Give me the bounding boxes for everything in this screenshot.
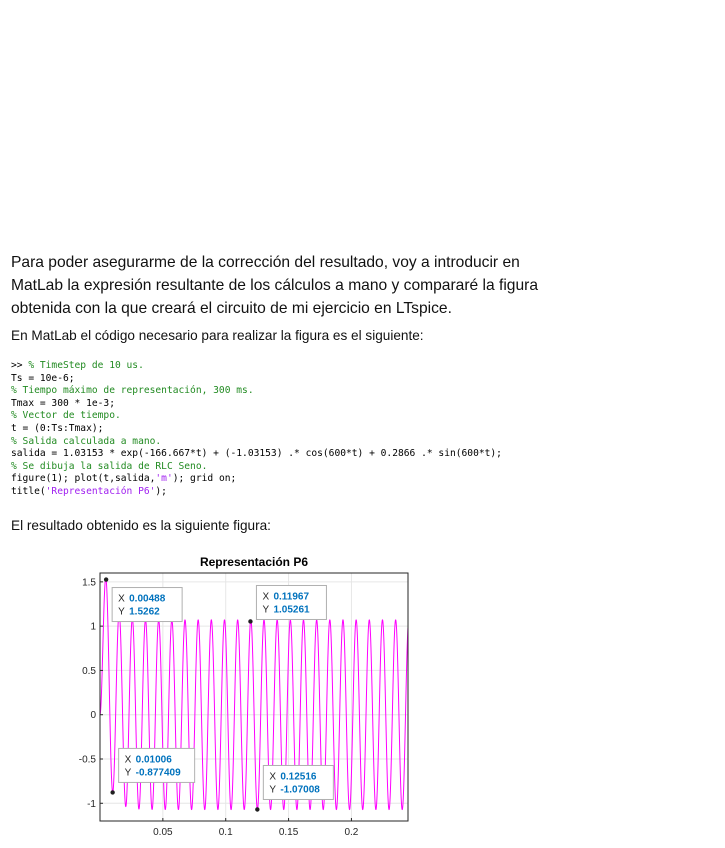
datatip-y-label: Y bbox=[118, 606, 125, 618]
code-line-9: % Se dibuja la salida de RLC Seno. bbox=[11, 460, 208, 472]
datatip-marker bbox=[248, 619, 252, 623]
y-tick-label: 1 bbox=[90, 621, 96, 633]
y-tick-label: 0 bbox=[90, 710, 96, 722]
datatip-marker bbox=[104, 577, 108, 581]
x-tick-label: 0.1 bbox=[218, 827, 233, 838]
code-segment: ); bbox=[155, 485, 167, 497]
datatip-y-value: -1.07008 bbox=[280, 784, 320, 796]
code-line-11 bbox=[11, 486, 502, 499]
code-segment: ); grid on; bbox=[172, 473, 237, 485]
datatip-x-value: 0.00488 bbox=[129, 593, 166, 605]
code-line-10 bbox=[11, 473, 502, 486]
code-segment: figure(1); plot(t,salida, bbox=[11, 473, 156, 485]
datatip-marker bbox=[255, 807, 259, 811]
code-segment: title( bbox=[11, 485, 46, 497]
y-tick-label: 1.5 bbox=[82, 577, 96, 589]
datatip-x-label: X bbox=[269, 771, 277, 783]
datatip-x-label: X bbox=[262, 591, 270, 603]
datatip-marker bbox=[110, 790, 114, 794]
matlab-figure bbox=[70, 545, 415, 845]
datatip-x-value: 0.12516 bbox=[280, 771, 317, 783]
code-line-6: t = (0:Ts:Tmax); bbox=[11, 422, 104, 434]
code-string: 'm' bbox=[155, 473, 173, 485]
code-prompt: >> bbox=[11, 360, 29, 371]
code-line-8: salida = 1.03153 * exp(-166.667*t) + (-1.03153) .* cos(600*t) + 0.2866 .* sin(600*t); bbox=[11, 448, 502, 460]
paragraph-line-3: obtenida con la que creará el circuito de mi ejercicio en LTspice. bbox=[11, 300, 452, 317]
code-line-2: Ts = 10e-6; bbox=[11, 372, 75, 384]
code-line-3: % Tiempo máximo de representación, 300 ms. bbox=[11, 385, 254, 397]
paragraph-line-2: MatLab la expresión resultante de los cálculos a mano y compararé la figura bbox=[11, 277, 539, 294]
paragraph-line-1: Para poder asegurarme de la corrección del resultado, voy a introducir en bbox=[11, 254, 520, 271]
y-tick-label: 0.5 bbox=[82, 665, 96, 677]
x-tick-label: 0.15 bbox=[278, 827, 299, 838]
result-text: El resultado obtenido es la siguiente figura: bbox=[11, 518, 271, 533]
code-comment: % TimeStep de 10 us. bbox=[28, 360, 144, 371]
datatip-x-value: 0.11967 bbox=[273, 591, 310, 603]
y-tick-label: -0.5 bbox=[78, 754, 96, 766]
intro-paragraph bbox=[11, 251, 611, 320]
x-tick-label: 0.05 bbox=[153, 827, 173, 838]
y-tick-label: -1 bbox=[87, 798, 96, 810]
code-line-1 bbox=[11, 360, 502, 373]
datatip-y-value: -0.877409 bbox=[135, 767, 181, 779]
code-line-5: % Vector de tiempo. bbox=[11, 410, 121, 422]
matlab-code-block bbox=[11, 360, 502, 499]
datatip-x-label: X bbox=[124, 754, 132, 766]
datatip-y-label: Y bbox=[269, 784, 277, 796]
chart-title: Representación P6 bbox=[199, 555, 309, 569]
x-tick-label: 0.2 bbox=[344, 827, 359, 838]
code-string: 'Representación P6' bbox=[45, 485, 156, 497]
code-line-7: % Salida calculada a mano. bbox=[11, 435, 162, 447]
datatip-x-label: X bbox=[118, 593, 125, 605]
code-intro-text: En MatLab el código necesario para realizar la figura es el siguiente: bbox=[11, 328, 424, 343]
datatip-y-value: 1.05261 bbox=[273, 604, 310, 616]
code-line-4: Tmax = 300 * 1e-3; bbox=[11, 397, 115, 409]
datatip-y-label: Y bbox=[262, 604, 270, 616]
datatip-x-value: 0.01006 bbox=[135, 754, 172, 766]
datatip-y-value: 1.5262 bbox=[129, 606, 160, 618]
datatip-y-label: Y bbox=[124, 767, 132, 779]
